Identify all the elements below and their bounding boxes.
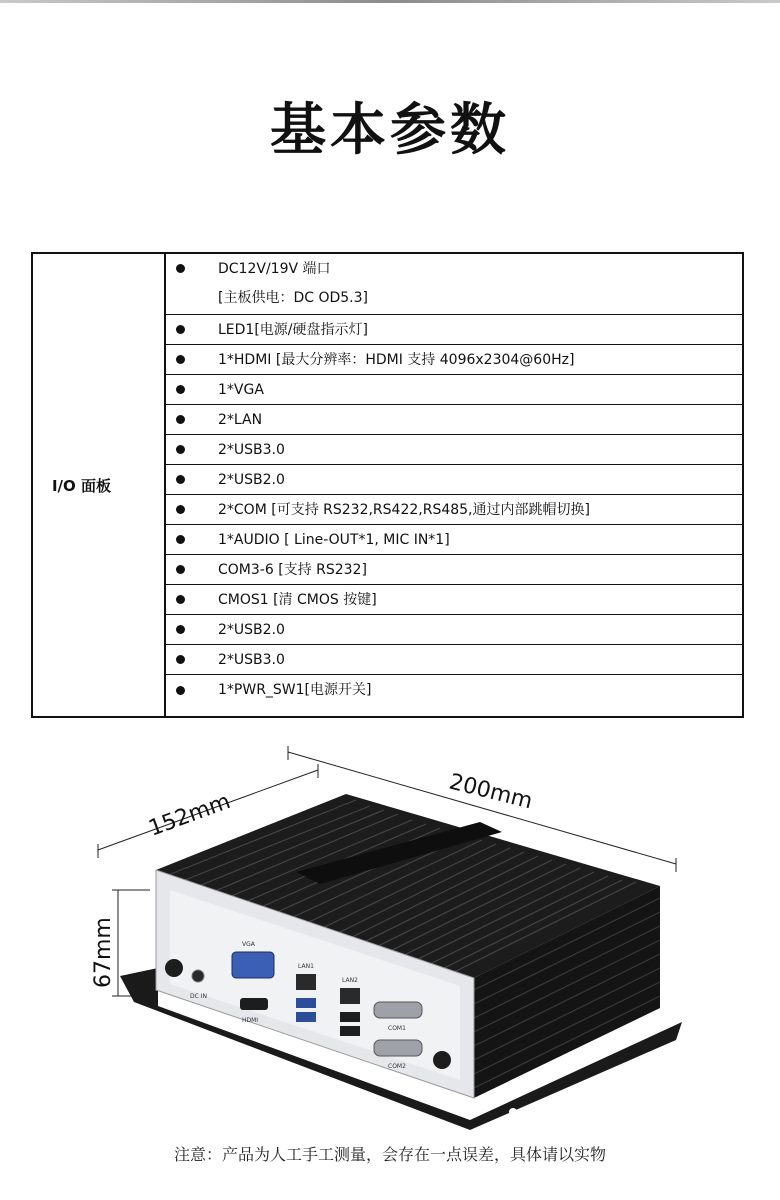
spec-row xyxy=(166,435,742,465)
spec-row xyxy=(166,675,742,705)
hdmi-label: HDMI xyxy=(242,1017,259,1024)
spec-line: 1*HDMI [最大分辨率：HDMI 支持 4096x2304@60Hz] xyxy=(218,351,575,368)
page-title: 基本参数 xyxy=(270,98,510,163)
spec-table xyxy=(31,252,744,718)
spec-line: COM3-6 [支持 RS232] xyxy=(218,561,367,578)
bullet-icon xyxy=(166,415,212,424)
mini-pc-illustration xyxy=(70,740,710,1130)
vga-port xyxy=(232,952,274,978)
spec-row xyxy=(166,465,742,495)
spec-category: I/O 面板 xyxy=(33,254,166,716)
spec-line: 1*VGA xyxy=(218,381,264,398)
depth-label: 152mm xyxy=(145,789,234,842)
spec-row xyxy=(166,585,742,615)
spec-text xyxy=(212,375,264,405)
com1-port xyxy=(374,1002,422,1018)
spec-text xyxy=(212,585,377,615)
vga-label: VGA xyxy=(242,941,255,948)
spec-text xyxy=(212,435,285,465)
bullet-icon xyxy=(166,355,212,364)
spec-line: 1*PWR_SW1[电源开关] xyxy=(218,682,372,698)
spec-text xyxy=(212,645,285,675)
spec-line: 2*USB2.0 xyxy=(218,621,285,638)
spec-row xyxy=(166,615,742,645)
hdmi-port xyxy=(240,998,268,1010)
spec-text xyxy=(212,675,371,705)
spec-line: 2*LAN xyxy=(218,411,263,428)
bullet-icon xyxy=(166,254,212,273)
spec-line: 2*COM [可支持 RS232,RS422,RS485,通过内部跳帽切换] xyxy=(218,501,590,518)
spec-row xyxy=(166,495,742,525)
usb2-port xyxy=(340,1026,360,1036)
spec-line: CMOS1 [清 CMOS 按键] xyxy=(218,591,377,608)
spec-rows xyxy=(166,254,742,716)
product-figure xyxy=(70,740,710,1130)
spec-row xyxy=(166,315,742,345)
bullet-icon xyxy=(166,595,212,604)
bullet-icon xyxy=(166,655,212,664)
bullet-icon xyxy=(166,535,212,544)
usb3-port xyxy=(296,998,316,1008)
spec-line: LED1[电源/硬盘指示灯] xyxy=(218,321,368,338)
com2-port xyxy=(374,1040,422,1056)
spec-line: 1*AUDIO [ Line-OUT*1, MIC IN*1] xyxy=(218,531,450,548)
spec-line: 2*USB2.0 xyxy=(218,471,285,488)
spec-text xyxy=(212,555,367,585)
spec-row xyxy=(166,555,742,585)
spec-row xyxy=(166,375,742,405)
spec-line: [主板供电：DC OD5.3] xyxy=(218,290,368,306)
spec-text xyxy=(212,315,368,345)
measurement-note: 注意：产品为人工手工测量，会存在一点误差，具体请以实物 xyxy=(173,1145,606,1164)
bullet-icon xyxy=(166,445,212,454)
spec-row xyxy=(166,405,742,435)
lan2-label: LAN2 xyxy=(342,977,358,984)
spec-line: 2*USB3.0 xyxy=(218,651,285,668)
bullet-icon xyxy=(166,625,212,634)
dc-in-port xyxy=(192,970,204,982)
com2-label: COM2 xyxy=(388,1063,406,1070)
bullet-icon xyxy=(166,385,212,394)
spec-line: 2*USB3.0 xyxy=(218,441,285,458)
spec-text xyxy=(212,345,574,375)
height-label: 67mm xyxy=(91,917,116,988)
power-button xyxy=(165,959,183,977)
spec-row xyxy=(166,525,742,555)
top-divider xyxy=(0,0,780,3)
spec-row xyxy=(166,254,742,315)
lan1-label: LAN1 xyxy=(298,963,314,970)
lan1-port xyxy=(296,974,316,990)
spec-text xyxy=(212,525,450,555)
bullet-icon xyxy=(166,475,212,484)
com1-label: COM1 xyxy=(388,1025,406,1032)
bracket-hole xyxy=(651,1023,659,1031)
bullet-icon xyxy=(166,505,212,514)
bullet-icon xyxy=(166,325,212,334)
usb2-port xyxy=(340,1012,360,1022)
dcin-label: DC IN xyxy=(190,993,207,1000)
bracket-hole xyxy=(509,1108,517,1116)
width-label: 200mm xyxy=(446,769,535,815)
spec-text xyxy=(212,254,368,313)
spec-text xyxy=(212,405,262,435)
lan2-port xyxy=(340,988,360,1004)
spec-text xyxy=(212,465,285,495)
bullet-icon xyxy=(166,686,212,695)
audio-jack xyxy=(433,1051,451,1069)
spec-row xyxy=(166,645,742,675)
bullet-icon xyxy=(166,565,212,574)
spec-row xyxy=(166,345,742,375)
usb3-port xyxy=(296,1012,316,1022)
spec-text xyxy=(212,495,590,525)
spec-text xyxy=(212,615,285,645)
spec-line: DC12V/19V 端口 xyxy=(218,261,331,277)
